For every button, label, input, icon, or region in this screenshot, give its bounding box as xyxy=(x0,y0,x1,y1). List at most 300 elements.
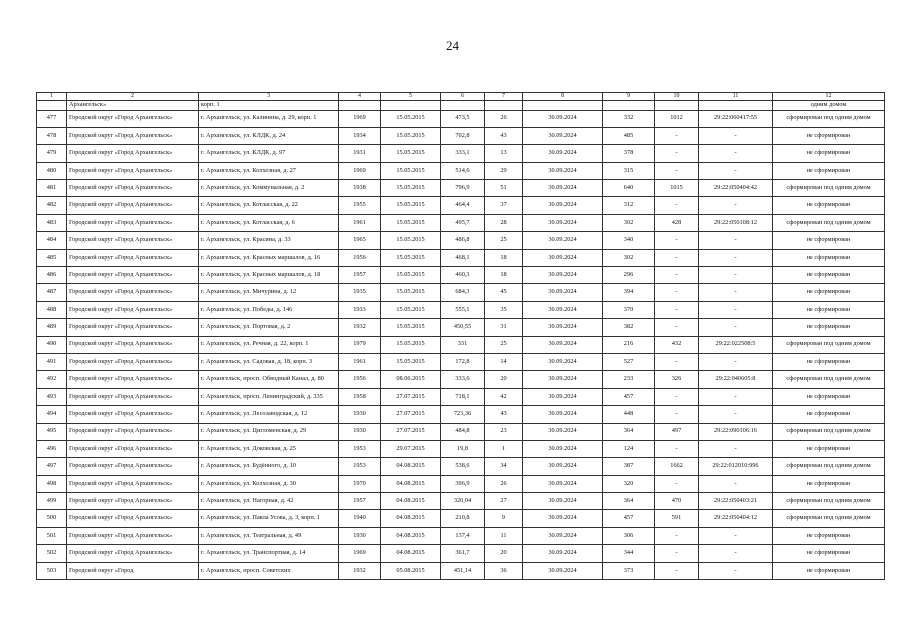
table-row xyxy=(37,388,885,405)
plot-area-cell: - xyxy=(655,232,699,249)
recognition-date-cell: 05.08.2015 xyxy=(381,562,441,579)
address-cell: г. Архангельск, просп. Советских xyxy=(199,562,339,579)
row-number-cell: 491 xyxy=(37,353,67,370)
land-status-cell: сформирован под одним домом xyxy=(773,214,885,231)
recognition-date-cell: 15.05.2015 xyxy=(381,232,441,249)
residents-cell: 23 xyxy=(485,423,523,440)
municipality-cell: Городской округ «Город Архангельск» xyxy=(67,145,199,162)
column-number-row xyxy=(37,93,885,101)
year-built-cell: 1969 xyxy=(339,162,381,179)
address-cell: г. Архангельск, ул. Коммунальная, д. 2 xyxy=(199,180,339,197)
row-number-cell: 489 xyxy=(37,319,67,336)
address-cell: г. Архангельск, ул. Красных маршалов, д. 18 xyxy=(199,267,339,284)
residents-cell: 18 xyxy=(485,267,523,284)
column-number-cell: 12 xyxy=(773,93,885,101)
area-cell: 702,8 xyxy=(441,127,485,144)
recognition-date-cell: 15.05.2015 xyxy=(381,336,441,353)
year-built-cell: 1979 xyxy=(339,336,381,353)
row-number-cell: 488 xyxy=(37,301,67,318)
relocation-date-cell: 30.09.2024 xyxy=(523,440,603,457)
row-number-cell: 496 xyxy=(37,440,67,457)
municipality-cell: Городской округ «Город Архангельск» xyxy=(67,510,199,527)
residents-cell: 27 xyxy=(485,493,523,510)
relocation-date-cell: 30.09.2024 xyxy=(523,545,603,562)
year-built-cell: 1938 xyxy=(339,180,381,197)
recognition-date-cell: 29.07.2015 xyxy=(381,440,441,457)
residents-cell: 26 xyxy=(485,110,523,127)
municipality-cell: Городской округ «Город Архангельск» xyxy=(67,232,199,249)
residents-cell: 29 xyxy=(485,162,523,179)
row-number-cell: 490 xyxy=(37,336,67,353)
land-area-cell: 320 xyxy=(603,475,655,492)
plot-area-cell: - xyxy=(655,545,699,562)
row-number-cell: 503 xyxy=(37,562,67,579)
municipality-cell: Городской округ «Город Архангельск» xyxy=(67,475,199,492)
year-built-cell xyxy=(339,101,381,111)
land-area-cell: 394 xyxy=(603,284,655,301)
column-number-cell: 4 xyxy=(339,93,381,101)
land-status-cell: не сформирован xyxy=(773,319,885,336)
residents-cell: 20 xyxy=(485,545,523,562)
land-area-cell: 364 xyxy=(603,493,655,510)
area-cell: 484,8 xyxy=(441,423,485,440)
relocation-date-cell: 30.09.2024 xyxy=(523,562,603,579)
table-row xyxy=(37,527,885,544)
row-number-cell: 478 xyxy=(37,127,67,144)
cadastral-number-cell xyxy=(699,101,773,111)
row-number-cell: 487 xyxy=(37,284,67,301)
table-row xyxy=(37,162,885,179)
row-number-cell: 498 xyxy=(37,475,67,492)
land-area-cell xyxy=(603,101,655,111)
residents-cell: 9 xyxy=(485,510,523,527)
address-cell: г. Архангельск, ул. Колхозная, д. 30 xyxy=(199,475,339,492)
address-cell: г. Архангельск, ул. Речная, д. 22, корп. 1 xyxy=(199,336,339,353)
address-cell: г. Архангельск, ул. Калинина, д. 29, корп. 1 xyxy=(199,110,339,127)
table-row xyxy=(37,562,885,579)
land-area-cell: 527 xyxy=(603,353,655,370)
area-cell: 331 xyxy=(441,336,485,353)
column-number-cell: 5 xyxy=(381,93,441,101)
land-status-cell: сформирован под одним домом xyxy=(773,110,885,127)
address-cell: г. Архангельск, ул. Котласская, д. 6 xyxy=(199,214,339,231)
year-built-cell: 1970 xyxy=(339,475,381,492)
area-cell: 495,7 xyxy=(441,214,485,231)
year-built-cell: 1931 xyxy=(339,145,381,162)
land-area-cell: 378 xyxy=(603,145,655,162)
address-cell: г. Архангельск, ул. КЛДК, д. 24 xyxy=(199,127,339,144)
land-status-cell: сформирован под одним домом xyxy=(773,371,885,388)
year-built-cell: 1965 xyxy=(339,232,381,249)
row-number-cell: 502 xyxy=(37,545,67,562)
recognition-date-cell: 04.08.2015 xyxy=(381,493,441,510)
cadastral-number-cell: 29:22:022508:5 xyxy=(699,336,773,353)
land-status-cell: не сформирован xyxy=(773,475,885,492)
residents-cell: 13 xyxy=(485,145,523,162)
land-area-cell: 344 xyxy=(603,545,655,562)
plot-area-cell: - xyxy=(655,353,699,370)
land-area-cell: 340 xyxy=(603,232,655,249)
area-cell: 464,4 xyxy=(441,197,485,214)
plot-area-cell: 1662 xyxy=(655,458,699,475)
land-status-cell: не сформирован xyxy=(773,127,885,144)
table-row xyxy=(37,197,885,214)
address-cell: г. Архангельск, ул. Павла Усова, д. 3, корп. 1 xyxy=(199,510,339,527)
municipality-cell: Городской округ «Город Архангельск» xyxy=(67,493,199,510)
land-status-cell: не сформирован xyxy=(773,527,885,544)
address-cell: г. Архангельск, ул. Лесозаводская, д. 12 xyxy=(199,406,339,423)
area-cell: 796,9 xyxy=(441,180,485,197)
recognition-date-cell: 15.05.2015 xyxy=(381,127,441,144)
residents-cell: 28 xyxy=(485,214,523,231)
municipality-cell: Городской округ «Город Архангельск» xyxy=(67,249,199,266)
table-row xyxy=(37,475,885,492)
plot-area-cell: - xyxy=(655,267,699,284)
plot-area-cell: 1015 xyxy=(655,180,699,197)
cadastral-number-cell: 29:22:050403:21 xyxy=(699,493,773,510)
cadastral-number-cell: - xyxy=(699,301,773,318)
row-number-cell: 493 xyxy=(37,388,67,405)
land-status-cell: не сформирован xyxy=(773,388,885,405)
municipality-cell: Городской округ «Город Архангельск» xyxy=(67,458,199,475)
row-number-cell: 483 xyxy=(37,214,67,231)
plot-area-cell: - xyxy=(655,319,699,336)
relocation-date-cell: 30.09.2024 xyxy=(523,458,603,475)
land-status-cell: не сформирован xyxy=(773,353,885,370)
cadastral-number-cell: - xyxy=(699,267,773,284)
land-status-cell: не сформирован xyxy=(773,249,885,266)
table-row xyxy=(37,301,885,318)
column-number-cell: 7 xyxy=(485,93,523,101)
address-cell: г. Архангельск, ул. Транспортная, д. 14 xyxy=(199,545,339,562)
residents-cell: 45 xyxy=(485,284,523,301)
cadastral-number-cell: - xyxy=(699,545,773,562)
relocation-date-cell: 30.09.2024 xyxy=(523,267,603,284)
relocation-date-cell: 30.09.2024 xyxy=(523,475,603,492)
area-cell xyxy=(441,101,485,111)
land-status-cell: сформирован под одним домом xyxy=(773,458,885,475)
column-number-cell: 9 xyxy=(603,93,655,101)
year-built-cell: 1961 xyxy=(339,214,381,231)
residents-cell: 20 xyxy=(485,371,523,388)
municipality-cell: Городской округ «Город Архангельск» xyxy=(67,371,199,388)
area-cell: 514,6 xyxy=(441,162,485,179)
cadastral-number-cell: - xyxy=(699,145,773,162)
column-number-cell: 8 xyxy=(523,93,603,101)
relocation-date-cell: 30.09.2024 xyxy=(523,527,603,544)
cadastral-number-cell: 29:22:012010:996 xyxy=(699,458,773,475)
area-cell: 361,7 xyxy=(441,545,485,562)
address-cell: г. Архангельск, ул. Колхозная, д. 27 xyxy=(199,162,339,179)
plot-area-cell: - xyxy=(655,440,699,457)
plot-area-cell: - xyxy=(655,475,699,492)
residents-cell: 26 xyxy=(485,475,523,492)
address-cell: г. Архангельск, ул. Котласская, д. 22 xyxy=(199,197,339,214)
relocation-date-cell: 30.09.2024 xyxy=(523,110,603,127)
plot-area-cell: 591 xyxy=(655,510,699,527)
cadastral-number-cell: - xyxy=(699,475,773,492)
address-cell: г. Архангельск, ул. Мичурина, д. 12 xyxy=(199,284,339,301)
land-status-cell: одним домом xyxy=(773,101,885,111)
row-number-cell: 485 xyxy=(37,249,67,266)
relocation-date-cell: 30.09.2024 xyxy=(523,249,603,266)
municipality-cell: Городской округ «Город Архангельск» xyxy=(67,353,199,370)
land-status-cell: не сформирован xyxy=(773,232,885,249)
municipality-cell: Городской округ «Город Архангельск» xyxy=(67,127,199,144)
page-number: 24 xyxy=(446,38,459,53)
municipality-cell: Городской округ «Город Архангельск» xyxy=(67,527,199,544)
plot-area-cell: 1012 xyxy=(655,110,699,127)
residents-cell: 43 xyxy=(485,406,523,423)
municipality-cell: Городской округ «Город Архангельск» xyxy=(67,162,199,179)
year-built-cell: 1940 xyxy=(339,510,381,527)
residents-cell: 42 xyxy=(485,388,523,405)
plot-area-cell: 432 xyxy=(655,336,699,353)
row-number-cell: 481 xyxy=(37,180,67,197)
plot-area-cell: - xyxy=(655,406,699,423)
land-area-cell: 332 xyxy=(603,110,655,127)
address-cell: г. Архангельск, ул. Портовая, д. 2 xyxy=(199,319,339,336)
cadastral-number-cell: - xyxy=(699,406,773,423)
land-status-cell: не сформирован xyxy=(773,284,885,301)
relocation-date-cell: 30.09.2024 xyxy=(523,336,603,353)
land-area-cell: 373 xyxy=(603,562,655,579)
row-number-cell: 500 xyxy=(37,510,67,527)
plot-area-cell: 497 xyxy=(655,423,699,440)
land-area-cell: 457 xyxy=(603,510,655,527)
land-status-cell: не сформирован xyxy=(773,197,885,214)
year-built-cell: 1957 xyxy=(339,267,381,284)
residents-cell: 36 xyxy=(485,562,523,579)
continuation-row xyxy=(37,101,885,111)
cadastral-number-cell: - xyxy=(699,232,773,249)
cadastral-number-cell: 29:22:050404:12 xyxy=(699,510,773,527)
municipality-cell: Городской округ «Город Архангельск» xyxy=(67,388,199,405)
residents-cell: 35 xyxy=(485,301,523,318)
year-built-cell: 1969 xyxy=(339,110,381,127)
land-area-cell: 296 xyxy=(603,267,655,284)
row-number-cell: 494 xyxy=(37,406,67,423)
relocation-date-cell: 30.09.2024 xyxy=(523,493,603,510)
area-cell: 723,36 xyxy=(441,406,485,423)
table-row xyxy=(37,493,885,510)
relocation-date-cell: 30.09.2024 xyxy=(523,319,603,336)
area-cell: 210,8 xyxy=(441,510,485,527)
residents-cell: 43 xyxy=(485,127,523,144)
cadastral-number-cell: - xyxy=(699,388,773,405)
municipality-cell: Городской округ «Город Архангельск» xyxy=(67,301,199,318)
address-cell: г. Архангельск, ул. Красных маршалов, д. 16 xyxy=(199,249,339,266)
municipality-cell: Городской округ «Город Архангельск» xyxy=(67,214,199,231)
land-status-cell: сформирован под одним домом xyxy=(773,493,885,510)
area-cell: 450,55 xyxy=(441,319,485,336)
plot-area-cell: - xyxy=(655,127,699,144)
row-number-cell: 482 xyxy=(37,197,67,214)
recognition-date-cell: 27.07.2015 xyxy=(381,406,441,423)
table-row xyxy=(37,110,885,127)
municipality-cell: Городской округ «Город Архангельск» xyxy=(67,423,199,440)
column-number-cell: 6 xyxy=(441,93,485,101)
area-cell: 684,3 xyxy=(441,284,485,301)
year-built-cell: 1969 xyxy=(339,545,381,562)
relocation-date-cell: 30.09.2024 xyxy=(523,145,603,162)
land-status-cell: не сформирован xyxy=(773,562,885,579)
recognition-date-cell: 08.06.2015 xyxy=(381,371,441,388)
land-area-cell: 302 xyxy=(603,249,655,266)
relocation-date-cell: 30.09.2024 xyxy=(523,197,603,214)
cadastral-number-cell: - xyxy=(699,127,773,144)
land-area-cell: 640 xyxy=(603,180,655,197)
year-built-cell: 1930 xyxy=(339,406,381,423)
recognition-date-cell: 15.05.2015 xyxy=(381,267,441,284)
residents-cell: 11 xyxy=(485,527,523,544)
land-status-cell: сформирован под одним домом xyxy=(773,180,885,197)
relocation-date-cell: 30.09.2024 xyxy=(523,353,603,370)
land-status-cell: не сформирован xyxy=(773,545,885,562)
area-cell: 396,9 xyxy=(441,475,485,492)
table-row xyxy=(37,440,885,457)
column-number-cell: 2 xyxy=(67,93,199,101)
relocation-date-cell: 30.09.2024 xyxy=(523,301,603,318)
table-row xyxy=(37,180,885,197)
table-row xyxy=(37,214,885,231)
municipality-cell: Городской округ «Город Архангельск» xyxy=(67,440,199,457)
relocation-date-cell: 30.09.2024 xyxy=(523,510,603,527)
year-built-cell: 1930 xyxy=(339,527,381,544)
land-area-cell: 312 xyxy=(603,197,655,214)
municipality-cell: Городской округ «Город Архангельск» xyxy=(67,319,199,336)
year-built-cell: 1955 xyxy=(339,197,381,214)
address-cell: корп. 1 xyxy=(199,101,339,111)
area-cell: 468,1 xyxy=(441,249,485,266)
plot-area-cell: 428 xyxy=(655,214,699,231)
row-number-cell: 497 xyxy=(37,458,67,475)
plot-area-cell: - xyxy=(655,562,699,579)
land-area-cell: 457 xyxy=(603,388,655,405)
row-number-cell: 480 xyxy=(37,162,67,179)
relocation-date-cell: 30.09.2024 xyxy=(523,127,603,144)
municipality-cell: Городской округ «Город xyxy=(67,562,199,579)
recognition-date-cell: 04.08.2015 xyxy=(381,510,441,527)
table-row xyxy=(37,127,885,144)
address-cell: г. Архангельск, ул. Будённого, д. 10 xyxy=(199,458,339,475)
recognition-date-cell: 15.05.2015 xyxy=(381,319,441,336)
municipality-cell: Городской округ «Город Архангельск» xyxy=(67,336,199,353)
residents-cell: 25 xyxy=(485,336,523,353)
recognition-date-cell: 15.05.2015 xyxy=(381,197,441,214)
plot-area-cell: - xyxy=(655,301,699,318)
land-area-cell: 387 xyxy=(603,458,655,475)
row-number-cell: 477 xyxy=(37,110,67,127)
land-status-cell: не сформирован xyxy=(773,406,885,423)
cadastral-number-cell: 29:22:050404:42 xyxy=(699,180,773,197)
row-number-cell: 499 xyxy=(37,493,67,510)
housing-registry-table xyxy=(36,92,885,580)
cadastral-number-cell: 29:22:040605:8 xyxy=(699,371,773,388)
area-cell: 718,1 xyxy=(441,388,485,405)
relocation-date-cell xyxy=(523,101,603,111)
residents-cell: 34 xyxy=(485,458,523,475)
area-cell: 137,4 xyxy=(441,527,485,544)
residents-cell: 14 xyxy=(485,353,523,370)
recognition-date-cell: 15.05.2015 xyxy=(381,301,441,318)
land-status-cell: сформирован под одним домом xyxy=(773,510,885,527)
land-area-cell: 302 xyxy=(603,214,655,231)
land-area-cell: 448 xyxy=(603,406,655,423)
area-cell: 460,3 xyxy=(441,267,485,284)
plot-area-cell: 470 xyxy=(655,493,699,510)
year-built-cell: 1935 xyxy=(339,284,381,301)
recognition-date-cell: 15.05.2015 xyxy=(381,249,441,266)
area-cell: 320,04 xyxy=(441,493,485,510)
row-number-cell: 501 xyxy=(37,527,67,544)
land-area-cell: 306 xyxy=(603,527,655,544)
relocation-date-cell: 30.09.2024 xyxy=(523,423,603,440)
row-number-cell xyxy=(37,101,67,111)
recognition-date-cell: 15.05.2015 xyxy=(381,180,441,197)
address-cell: г. Архангельск, просп. Ленинградский, д. 335 xyxy=(199,388,339,405)
row-number-cell: 484 xyxy=(37,232,67,249)
plot-area-cell: - xyxy=(655,527,699,544)
residents-cell: 37 xyxy=(485,197,523,214)
land-area-cell: 233 xyxy=(603,371,655,388)
recognition-date-cell: 15.05.2015 xyxy=(381,284,441,301)
plot-area-cell: - xyxy=(655,249,699,266)
recognition-date-cell: 04.08.2015 xyxy=(381,545,441,562)
municipality-cell: Городской округ «Город Архангельск» xyxy=(67,545,199,562)
municipality-cell: Городской округ «Город Архангельск» xyxy=(67,267,199,284)
cadastral-number-cell: - xyxy=(699,353,773,370)
row-number-cell: 479 xyxy=(37,145,67,162)
recognition-date-cell: 04.08.2015 xyxy=(381,458,441,475)
land-area-cell: 124 xyxy=(603,440,655,457)
year-built-cell: 1934 xyxy=(339,127,381,144)
residents-cell xyxy=(485,101,523,111)
recognition-date-cell: 04.08.2015 xyxy=(381,475,441,492)
year-built-cell: 1953 xyxy=(339,458,381,475)
column-number-cell: 11 xyxy=(699,93,773,101)
area-cell: 19,8 xyxy=(441,440,485,457)
land-area-cell: 364 xyxy=(603,423,655,440)
recognition-date-cell: 15.05.2015 xyxy=(381,110,441,127)
cadastral-number-cell: - xyxy=(699,249,773,266)
year-built-cell: 1932 xyxy=(339,562,381,579)
recognition-date-cell: 15.05.2015 xyxy=(381,214,441,231)
year-built-cell: 1933 xyxy=(339,301,381,318)
cadastral-number-cell: 29:22:060417:55 xyxy=(699,110,773,127)
cadastral-number-cell: - xyxy=(699,527,773,544)
address-cell: г. Архангельск, ул. Цигломенская, д. 29 xyxy=(199,423,339,440)
plot-area-cell: - xyxy=(655,388,699,405)
recognition-date-cell: 04.08.2015 xyxy=(381,527,441,544)
relocation-date-cell: 30.09.2024 xyxy=(523,162,603,179)
residents-cell: 25 xyxy=(485,232,523,249)
land-area-cell: 370 xyxy=(603,301,655,318)
table-row xyxy=(37,145,885,162)
land-status-cell: не сформирован xyxy=(773,440,885,457)
land-status-cell: сформирован под одним домом xyxy=(773,336,885,353)
land-status-cell: не сформирован xyxy=(773,301,885,318)
plot-area-cell: - xyxy=(655,284,699,301)
land-status-cell: сформирован под одним домом xyxy=(773,423,885,440)
address-cell: г. Архангельск, ул. Театральная, д. 49 xyxy=(199,527,339,544)
row-number-cell: 495 xyxy=(37,423,67,440)
table-row xyxy=(37,458,885,475)
table-row xyxy=(37,423,885,440)
year-built-cell: 1932 xyxy=(339,319,381,336)
land-status-cell: не сформирован xyxy=(773,162,885,179)
address-cell: г. Архангельск, ул. Садовая, д. 18, корп. 3 xyxy=(199,353,339,370)
